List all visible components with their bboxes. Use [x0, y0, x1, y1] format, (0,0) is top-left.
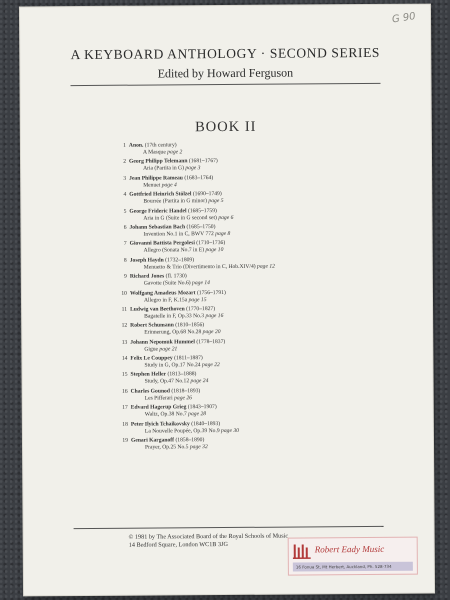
work-title: Menuet: [143, 182, 161, 189]
bottom-rule: [74, 526, 384, 529]
stamp-dealer-name: Robert Eady Music: [314, 543, 385, 555]
work-title: Bagatelle in F, Op.33 No.3: [144, 313, 205, 320]
page-reference: page 15: [188, 296, 207, 303]
toc-entry: [123, 239, 380, 255]
composer-name: Joseph Haydn: [129, 257, 164, 264]
work-title: Bourrée (Partita in G minor): [143, 198, 208, 205]
work-line: [131, 427, 381, 436]
toc-entry: [123, 174, 379, 190]
page-reference: page 30: [221, 427, 239, 434]
composer-name: Anon.: [128, 142, 144, 149]
work-line: [129, 181, 379, 190]
work-title: La Nouvelle Poupée, Op.39 No.9: [144, 427, 220, 435]
page-reference: page 21: [159, 346, 178, 353]
work-title: Erinnerung, Op.68 No.28: [144, 329, 202, 336]
composer-name: Georg Philipp Telemann: [129, 158, 188, 166]
toc-entry: [123, 157, 379, 173]
work-line: [129, 197, 379, 206]
composer-dates: (1858–1890): [175, 437, 205, 444]
page-reference: page 12: [257, 263, 275, 270]
entry-number: 8: [123, 257, 127, 264]
toc-entry: [121, 305, 380, 321]
toc-entry: [121, 321, 380, 337]
composer-name: Edvard Hagerup Grieg: [130, 404, 187, 411]
work-title: Allegro in F, K.15a: [143, 296, 188, 304]
page-reference: page 2: [167, 149, 183, 156]
composer-name: Genari Karganoff: [130, 437, 175, 444]
book-cover-page: [20, 5, 434, 596]
work-title: Menuetto & Trio (Divertimento in C, Hob.XIV/4): [143, 263, 256, 271]
entry-number: 4: [123, 191, 127, 198]
toc-entry: [123, 141, 379, 157]
entry-number: 7: [123, 241, 127, 248]
entry-number: 3: [123, 175, 127, 182]
toc-entry: [122, 403, 381, 419]
page-reference: page 3: [185, 165, 201, 172]
work-title: Les Pifferari: [144, 395, 173, 402]
page-reference: page 20: [202, 329, 221, 336]
composer-name: Felix Le Couppey: [130, 355, 173, 362]
work-line: [129, 213, 379, 222]
composer-dates: (1813–1888): [167, 371, 197, 378]
composer-name: Peter Ilyich Tchaikovsky: [130, 420, 190, 428]
editor-credit: Edited by Howard Ferguson: [157, 65, 294, 81]
toc-entry: [121, 338, 380, 354]
handwritten-note: G 90: [391, 11, 417, 26]
page-reference: page 28: [188, 411, 207, 418]
composer-name: Johann Nepomuk Hummel: [130, 338, 195, 346]
page-reference: page 5: [208, 198, 224, 205]
composer-dates: (1690–1749): [192, 191, 222, 198]
entry-number: 12: [121, 322, 128, 330]
entry-number: 9: [124, 273, 127, 280]
work-line: [131, 377, 381, 386]
page-reference: page 26: [174, 395, 193, 402]
toc-entry: [123, 206, 379, 222]
work-title: Gigue: [144, 346, 159, 353]
work-line: [130, 263, 380, 272]
entry-number: 15: [121, 372, 128, 379]
toc-entry: [123, 256, 380, 272]
composer-name: Charles Gounod: [130, 388, 170, 395]
toc-entry: [122, 387, 381, 403]
toc-entry: [121, 354, 380, 370]
toc-entry: [122, 436, 381, 452]
toc-entry: [123, 190, 379, 206]
entry-number: 18: [122, 421, 128, 428]
entry-number: 11: [121, 306, 128, 313]
work-line: [130, 295, 380, 304]
work-line: [131, 443, 381, 452]
work-line: [130, 361, 380, 370]
work-title: Aria in G (Suite in G second set): [143, 214, 217, 222]
page-reference: page 4: [161, 182, 177, 189]
entry-number: 16: [122, 388, 128, 395]
composer-name: Giovanni Battista Pergolesi: [129, 240, 195, 248]
work-line: [130, 279, 380, 288]
entry-number: 19: [122, 437, 129, 444]
work-title: Gavotte (Suite No.6): [143, 280, 191, 287]
page-reference: page 10: [205, 247, 224, 254]
table-of-contents: [121, 141, 381, 454]
entry-number: 6: [123, 224, 127, 231]
entry-number: 13: [121, 339, 128, 346]
page-reference: page 6: [218, 214, 234, 221]
composer-name: Jean Philippe Rameau: [129, 175, 183, 182]
composer-name: Ludwig van Beethoven: [130, 306, 185, 313]
work-title: Prayer, Op.25 No.5: [145, 444, 189, 451]
series-title: A KEYBOARD ANTHOLOGY · SECOND SERIES: [70, 44, 381, 63]
book-title: BOOK II: [195, 118, 257, 136]
publisher-footer: [129, 533, 289, 550]
page-reference: page 32: [189, 444, 208, 451]
composer-dates: (1840–1893): [191, 420, 221, 427]
copyright-line: © 1981 by The Associated Board of the Royal Schools of Music: [128, 532, 289, 541]
entry-number: 10: [121, 290, 127, 297]
address-line: 14 Bedford Square, London WC1B 3JG: [128, 540, 228, 549]
composer-dates: (1818–1893): [171, 388, 201, 395]
work-line: [130, 345, 380, 354]
toc-entry: [121, 288, 380, 304]
composer-name: Robert Schumann: [130, 322, 174, 329]
composer-dates: (1685–1759): [187, 207, 217, 214]
work-line: [131, 394, 381, 403]
work-title: Aria (Partita in G): [143, 165, 184, 172]
composer-name: Johann Sebastian Bach: [129, 224, 186, 231]
page-reference: page 22: [201, 362, 220, 369]
toc-entry: [122, 420, 381, 436]
work-line: [130, 230, 380, 239]
toc-entry: [123, 223, 379, 239]
work-title: A Masque: [142, 149, 166, 156]
entry-number: 2: [123, 159, 127, 166]
work-title: Waltz, Op.38 No.7: [144, 411, 187, 418]
composer-dates: (1681–1767): [188, 158, 218, 165]
work-line: [131, 410, 381, 419]
entry-number: 17: [122, 404, 128, 411]
composer-dates: (17th century): [144, 142, 177, 149]
work-title: Study, Op.47 No.12: [144, 378, 190, 386]
toc-entry: [121, 370, 381, 386]
stamp-address: 16 Fonua St, Mt Herbert, Auckland, Ph. 528-734: [293, 562, 413, 572]
toc-entry: [124, 272, 380, 288]
entry-number: 1: [123, 142, 126, 149]
composer-name: Gottfried Heinrich Stölzel: [129, 191, 192, 198]
page-reference: page 16: [205, 312, 224, 320]
entry-number: 14: [121, 355, 128, 362]
work-line: [129, 164, 379, 173]
piano-keys-icon: [293, 542, 311, 559]
composer-name: Stephen Heller: [130, 371, 167, 379]
composer-dates: (1770–1827): [186, 305, 216, 313]
composer-dates: (1843–1907): [187, 404, 217, 411]
dealer-stamp: [288, 537, 418, 576]
composer-name: Richard Jones: [129, 273, 165, 280]
composer-dates: (1710–1736): [196, 240, 226, 247]
composer-name: George Frideric Handel: [129, 207, 187, 215]
composer-dates: (fl. 1730): [165, 273, 187, 280]
entry-number: 5: [123, 208, 127, 215]
page-reference: page 24: [190, 378, 209, 385]
composer-dates: (1685–1750): [186, 224, 216, 231]
page-reference: page 14: [192, 280, 210, 287]
work-line: [130, 246, 380, 255]
composer-name: Wolfgang Amadeus Mozart: [129, 289, 196, 297]
top-rule: [70, 83, 380, 86]
composer-dates: (1683–1764): [184, 174, 214, 182]
composer-dates: (1810–1856): [175, 322, 205, 329]
work-title: Study in G, Op.17 No.24: [144, 362, 201, 369]
composer-dates: (1778–1837): [196, 338, 226, 345]
composer-dates: (1811–1887): [174, 355, 203, 362]
work-line: [129, 148, 379, 157]
work-title: Invention No.1 in C, BWV 772: [143, 231, 214, 238]
work-title: Allegro (Sonata No.7 in E): [143, 247, 205, 254]
composer-dates: (1732–1809): [165, 256, 195, 264]
page-reference: page 8: [215, 230, 231, 238]
composer-dates: (1756–1791): [196, 289, 226, 296]
work-line: [130, 312, 380, 321]
work-line: [130, 328, 380, 337]
